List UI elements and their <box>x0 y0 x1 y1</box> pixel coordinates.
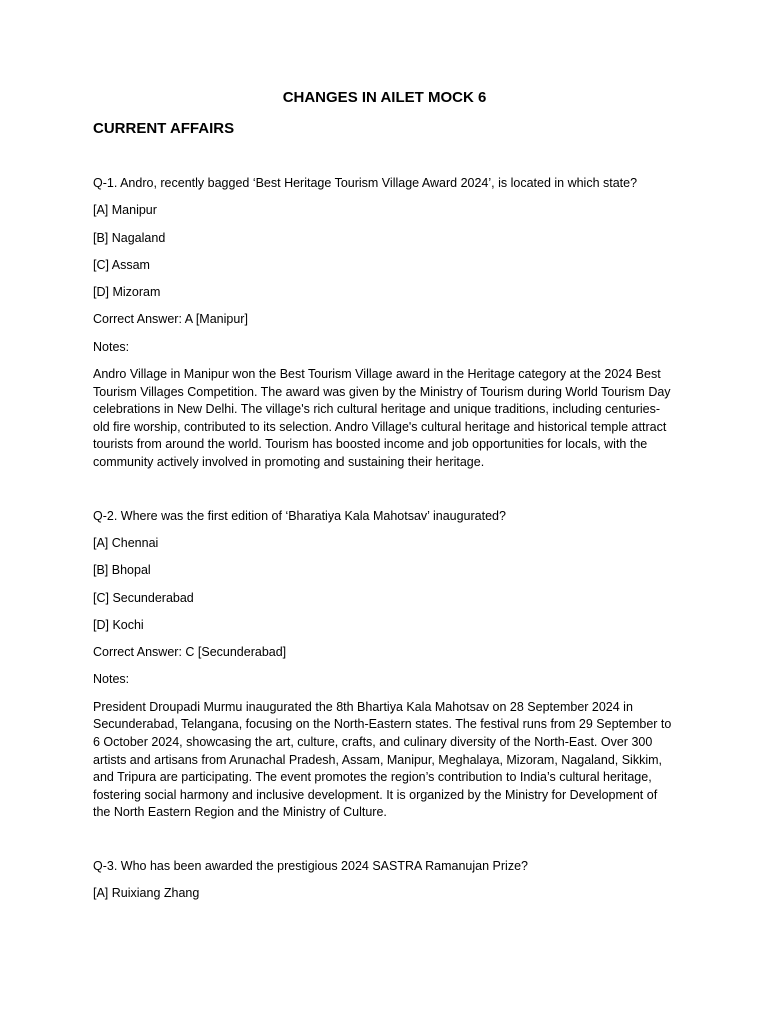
option-a: [A] Ruixiang Zhang <box>93 886 200 901</box>
option-a: [A] Chennai <box>93 535 159 550</box>
option-a: [A] Manipur <box>93 203 157 218</box>
section-heading: CURRENT AFFAIRS <box>93 120 235 137</box>
correct-answer: Correct Answer: A [Manipur] <box>93 312 248 327</box>
option-b: [B] Bhopal <box>93 563 151 578</box>
spacer <box>93 822 676 858</box>
notes-body: Andro Village in Manipur won the Best Tourism Village award in the Heritage category at the 2024 Best Tourism Villages Competition. The award was given by the Ministry of Tourism during World Tourism Day celebrations in New Delhi. The village's rich cultural heritage and unique traditions, including centuries-old fire worship, contributed to its selection. Andro Village's cultural heritage and historical temple attract tourists from around the world. Tourism has boosted income and job opportunities for locals, with the community actively involved in promoting and sustaining their heritage. <box>93 367 671 470</box>
question-text: Q-2. Where was the first edition of ‘Bharatiya Kala Mahotsav’ inaugurated? <box>93 508 506 523</box>
spacer <box>93 472 676 508</box>
option-b: [B] Nagaland <box>93 230 166 245</box>
question-text: Q-3. Who has been awarded the prestigious 2024 SASTRA Ramanujan Prize? <box>93 858 528 873</box>
question-block-3 <box>93 858 676 903</box>
option-c: [C] Assam <box>93 257 150 272</box>
notes-label: Notes: <box>93 339 130 354</box>
correct-answer: Correct Answer: C [Secunderabad] <box>93 645 287 660</box>
notes-body: President Droupadi Murmu inaugurated the 8th Bhartiya Kala Mahotsav on 28 September 2024 in Secunderabad, Telangana, focusing on the North-Eastern states. The festival runs from 29 September to 6 October 2024, showcasing the art, culture, crafts, and culinary diversity of the North-East. Over 300 artists and artisans from Arunachal Pradesh, Assam, Manipur, Meghalaya, Mizoram, Nagaland, Sikkim, and Tripura are participating. The event promotes the region’s contribution to India’s cultural heritage, fostering social harmony and inclusive development. It is organized by the Ministry for Development of the North Eastern Region and the Ministry of Culture. <box>93 699 672 820</box>
option-d: [D] Mizoram <box>93 285 161 300</box>
question-block-1 <box>93 175 676 472</box>
option-d: [D] Kochi <box>93 617 144 632</box>
option-c: [C] Secunderabad <box>93 590 194 605</box>
notes-label: Notes: <box>93 672 130 687</box>
question-text: Q-1. Andro, recently bagged ‘Best Heritage Tourism Village Award 2024’, is located in which state? <box>93 176 638 190</box>
document-title: CHANGES IN AILET MOCK 6 <box>282 89 487 106</box>
question-block-2 <box>93 508 676 822</box>
